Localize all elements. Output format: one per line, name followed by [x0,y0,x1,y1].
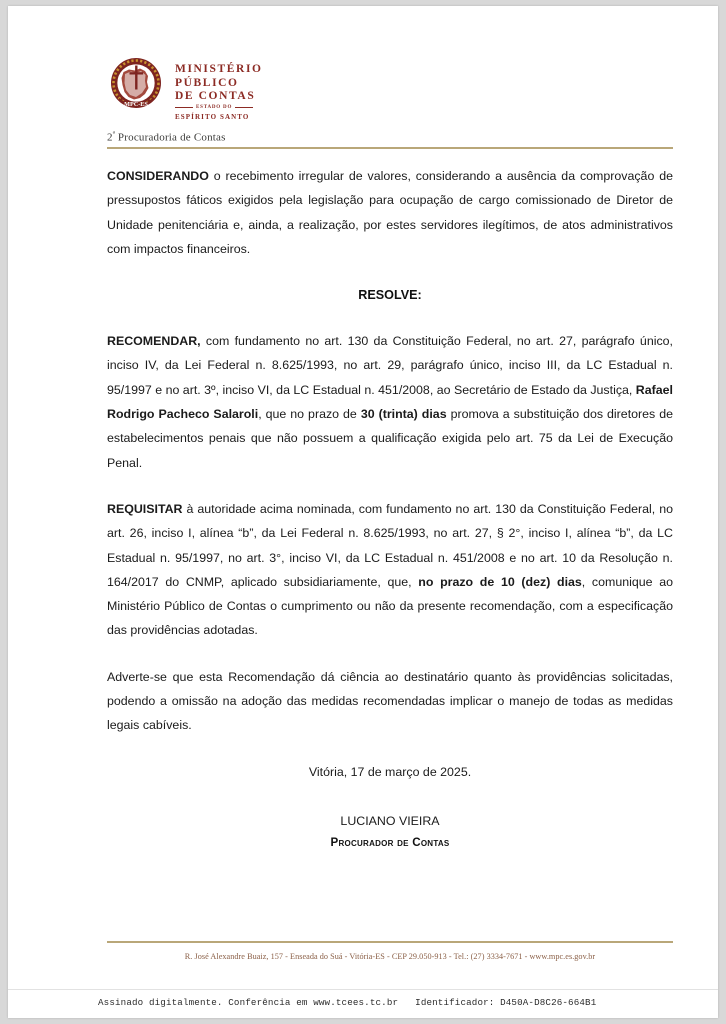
estado-rule-right [235,107,253,108]
requisitar-text-part1: à autoridade acima nominada, com fundamento no art. 130 da Constituição Federal, no art. 26, inciso I, alínea “b”, da Lei Federal n. 8.625/1993, no art. 27, § 2°, inciso I, alínea “b”, da LC Estadual n. 95/1997, no art. 3°, inciso VI, da LC Estadual n. 451/2008 e no art. 10 da Resolução n. 164/2017 do CNMP, aplicado subsidiariamente, que, [107,501,673,589]
considerando-keyword: CONSIDERANDO [107,169,209,183]
document-footer [107,941,673,961]
recomendar-keyword: RECOMENDAR, [107,334,201,349]
estado-rule-left [175,107,193,108]
digital-signature-bar [8,989,718,1018]
requisitar-deadline: no prazo de 10 (dez) dias [418,574,582,589]
place-and-date: Vitória, 17 de março de 2025. [308,764,472,779]
recomendar-deadline: 30 (trinta) dias [360,407,447,422]
procuradoria-ordinal: 2 [107,131,113,144]
ministry-line-publico: PÚBLICO [175,76,239,89]
ministry-line-espirito-santo: ESPÍRITO SANTO [175,112,250,121]
paragraph-considerando [107,164,673,261]
paragraph-advertencia: Adverte-se que esta Recomendação dá ciência ao destinatário quanto às providências solicitadas, podendo a omissão na adoção das medidas recomendadas implicar o manejo de todas as medidas legais cabíveis. [107,669,673,733]
heading-resolve: RESOLVE: [358,288,422,303]
digital-signature-text: Assinado digitalmente. Conferência em www.tcees.tc.br Identificador: D450A-D8C26-664B1 [98,997,597,1008]
recomendar-text-part1: com fundamento no art. 130 da Constituição Federal, no art. 27, parágrafo único, inciso IV, da Lei Federal n. 8.625/1993, no art. 29, parágrafo único, inciso III, da LC Estadual n. 95/1997 e no art. 3º, inciso VI, da LC Estadual n. 451/2008, ao Secretário de Estado da Justiça, [107,334,673,397]
estado-label: ESTADO DO [196,104,233,110]
ministry-line-estado [175,104,263,112]
procuradoria-name: Procuradoria de Contas [114,131,226,144]
recomendar-text-part3: promova a substituição dos diretores de estabelecimentos penais que não possuem a qualificação exigida pelo art. 75 da Lei de Execução Penal. [107,407,674,470]
requisitar-keyword: REQUISITAR [107,501,183,516]
mpc-es-seal-icon [107,54,165,114]
paragraph-recomendar [107,329,673,475]
recomendar-recipient-name: Rafael Rodrigo Pacheco Salaroli [107,382,673,422]
document-body [107,164,673,853]
signatory-role: Procurador de Contas [330,835,450,849]
ministry-line-de-contas: DE CONTAS [175,90,256,102]
document-page [8,6,718,1018]
paragraph-requisitar [107,497,673,643]
signatory-name: LUCIANO VIEIRA [340,813,440,828]
footer-address-text: R. José Alexandre Buaiz, 157 - Enseada do Suá - Vitória-ES - CEP 29.050-913 - Tel.: (27) 3334-7671 - www.mpc.es.gov.br [184,951,596,961]
header-divider [107,147,673,149]
procuradoria-label [107,129,673,144]
considerando-text: o recebimento irregular de valores, considerando a ausência da comprovação de pressupostos fáticos exigidos pela legislação para ocupação de cargo comissionado de Diretor de Unidade penitenciária e, ainda, a realização, por estes servidores ilegítimos, de atos administrativos com impactos financeiros. [107,169,673,256]
requisitar-text-part2: , comunique ao Ministério Público de Contas o cumprimento ou não da presente recomendação, com a especificação das providências adotadas. [107,574,673,638]
procuradoria-ordinal-suffix: ª [112,128,115,138]
recomendar-text-part2: , que no prazo de [258,407,361,422]
header-logo-row [107,54,673,123]
footer-divider [107,941,673,943]
ministry-title-block [175,54,263,123]
ministry-line-ministerio: MINISTÉRIO [175,63,263,75]
seal-text: MPC-ES [124,101,148,109]
document-header [107,54,673,149]
